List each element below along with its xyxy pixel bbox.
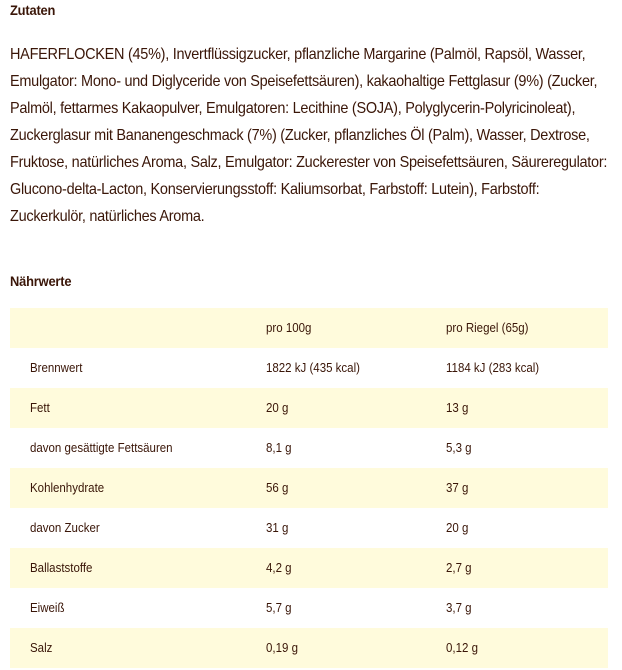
value-per-100g: 8,1 g (266, 441, 292, 455)
value-per-100g: 1822 kJ (435 kcal) (266, 361, 360, 375)
nutrient-name: Kohlenhydrate (30, 481, 105, 495)
value-per-bar: 1184 kJ (283 kcal) (446, 361, 540, 375)
nutrient-name: davon Zucker (30, 521, 100, 535)
table-row (10, 548, 608, 588)
header-cell-per-100g: pro 100g (266, 321, 312, 335)
nutrient-name: Salz (30, 641, 53, 655)
nutrition-header-row (10, 308, 608, 348)
nutrient-name: Fett (30, 401, 50, 415)
value-per-bar: 3,7 g (446, 601, 472, 615)
value-per-100g: 56 g (266, 481, 289, 495)
table-row (10, 588, 608, 628)
value-per-bar: 5,3 g (446, 441, 472, 455)
value-per-bar: 20 g (446, 521, 469, 535)
nutrition-table (10, 308, 608, 668)
value-per-100g: 20 g (266, 401, 289, 415)
table-row (10, 348, 608, 388)
nutrient-name: davon gesättigte Fettsäuren (30, 441, 173, 455)
nutrition-heading: Nährwerte (10, 273, 72, 289)
table-row (10, 468, 608, 508)
header-cell-nutrient (10, 308, 266, 348)
value-per-100g: 0,19 g (266, 641, 298, 655)
value-per-100g: 4,2 g (266, 561, 292, 575)
value-per-bar: 0,12 g (446, 641, 478, 655)
table-row (10, 428, 608, 468)
nutrient-name: Ballaststoffe (30, 561, 93, 575)
nutrient-name: Brennwert (30, 361, 83, 375)
header-cell-per-bar: pro Riegel (65g) (446, 321, 529, 335)
nutrient-name: Eiweiß (30, 601, 65, 615)
table-row (10, 508, 608, 548)
value-per-bar: 13 g (446, 401, 469, 415)
ingredients-text: HAFERFLOCKEN (45%), Invertflüssigzucker, pflanzliche Margarine (Palmöl, Rapsöl, Wasser, Emulgator: Mono- und Diglyceride von Speisefettsäuren), kakaohaltige Fettglasur (9%) (Zucker, Palmöl, fettarmes Kakaopulver, Emulgatoren: Lecithine (SOJA), Polyglycerin-Polyricinoleat), Zuckerglasur mit Bananengeschmack (7%) (Zucker, pflanzliches Öl (Palm), Wasser, Dextrose, Fruktose, natürliches Aroma, Salz, Emulgator: Zuckerester von Speisefettsäuren, Säureregulator: Glucono-delta-Lacton, Konservierungsstoff: Kaliumsorbat, Farbstoff: Lutein), Farbstoff: Zuckerkulör, natürliches Aroma. (10, 46, 608, 225)
value-per-bar: 2,7 g (446, 561, 472, 575)
table-row (10, 628, 608, 668)
value-per-100g: 5,7 g (266, 601, 292, 615)
value-per-bar: 37 g (446, 481, 469, 495)
ingredients-heading: Zutaten (10, 2, 56, 18)
table-row (10, 388, 608, 428)
value-per-100g: 31 g (266, 521, 289, 535)
